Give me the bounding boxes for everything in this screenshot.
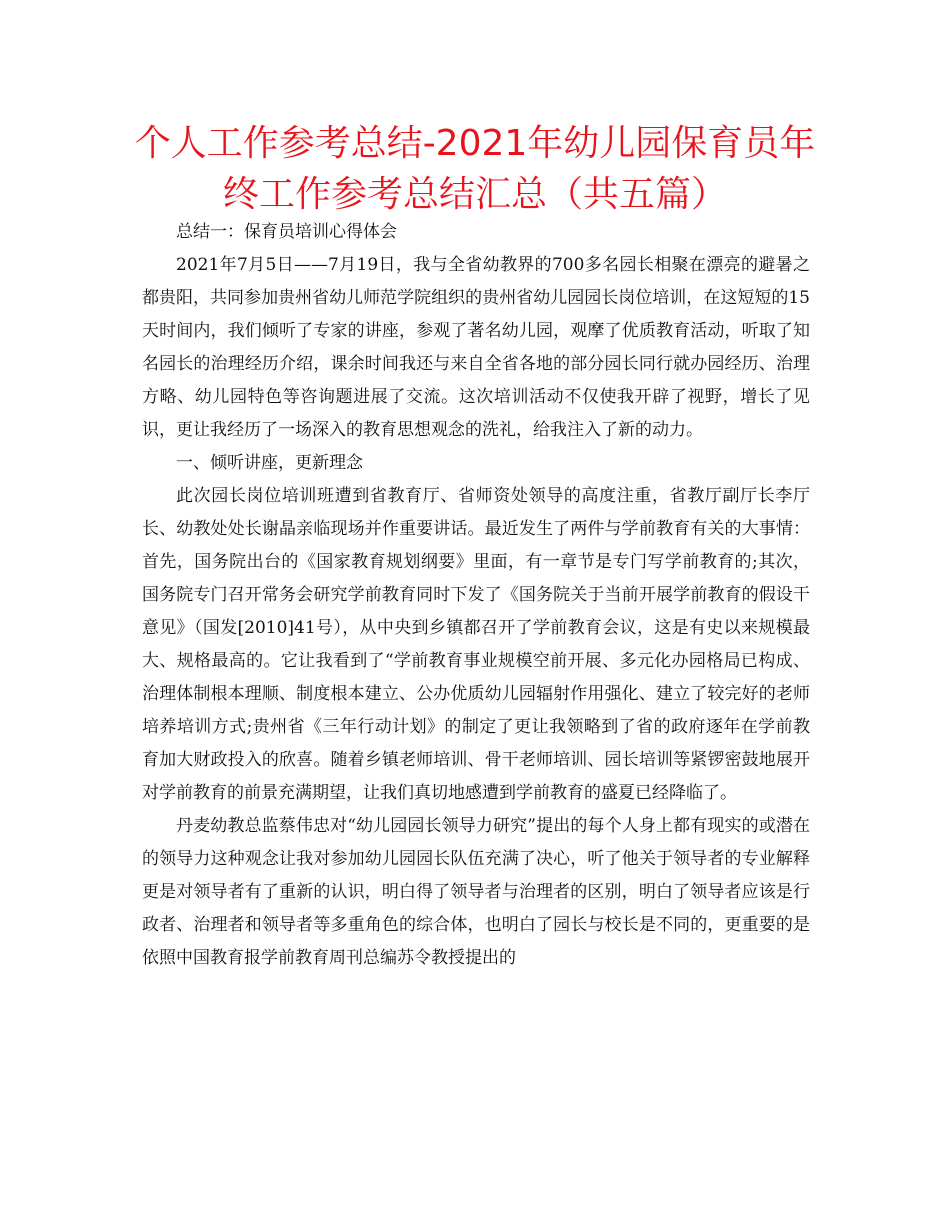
paragraph-2: 此次园长岗位培训班遭到省教育厅、省师资处领导的高度注重，省教厅副厅长李厅长、幼教处处长谢晶亲临现场并作重要讲话。最近发生了两件与学前教育有关的大事情：首先，国务院出台的《国家教育规划纲要》里面，有一章节是专门写学前教育的;其次，国务院专门召开常务会研究学前教育同时下发了《国务院关于当前开展学前教育的假设干意见》（国发[2010]41号），从中央到乡镇都召开了学前教育会议，这是有史以来规模最大、规格最高的。它让我看到了“学前教育事业规模空前开展、多元化办园格局已构成、治理体制根本理顺、制度根本建立、公办优质幼儿园辐射作用强化、建立了较完好的老师培养培训方式;贵州省《三年行动计划》的制定了更让我领略到了省的政府逐年在学前教育加大财政投入的欣喜。随着乡镇老师培训、骨干老师培训、园长培训等紧锣密鼓地展开对学前教育的前景充满期望，让我们真切地感遭到学前教育的盛夏已经降临了。: [142, 486, 810, 803]
paragraph-3: 丹麦幼教总监蔡伟忠对“幼儿园园长领导力研究”提出的每个人身上都有现实的或潜在的领导力这种观念让我对参加幼儿园园长队伍充满了决心，听了他关于领导者的专业解释更是对领导者有了重新的认识，明白得了领导者与治理者的区别，明白了领导者应该是行政者、治理者和领导者等多重角色的综合体，也明白了园长与校长是不同的，更重要的是依照中国教育报学前教育周刊总编苏令教授提出的: [142, 816, 810, 968]
paragraph-1: 2021年7月5日——7月19日，我与全省幼教界的700多名园长相聚在漂亮的避暑之都贵阳，共同参加贵州省幼儿师范学院组织的贵州省幼儿园园长岗位培训，在这短短的15天时间内，我们倾听了专家的讲座，参观了著名幼儿园，观摩了优质教育活动，听取了知名园长的治理经历介绍，课余时间我还与来自全省各地的部分园长同行就办园经历、治理方略、幼儿园特色等咨询题进展了交流。这次培训活动不仅使我开辟了视野，增长了见识，更让我经历了一场深入的教育思想观念的洗礼，给我注入了新的动力。: [142, 255, 810, 440]
document-body: [142, 216, 810, 975]
document-title: 个人工作参考总结-2021年幼儿园保育员年终工作参考总结汇总（共五篇）: [134, 123, 816, 215]
section-label: 总结一：保育员培训心得体会: [176, 222, 397, 242]
subheading: 一、倾听讲座，更新理念: [176, 453, 363, 473]
